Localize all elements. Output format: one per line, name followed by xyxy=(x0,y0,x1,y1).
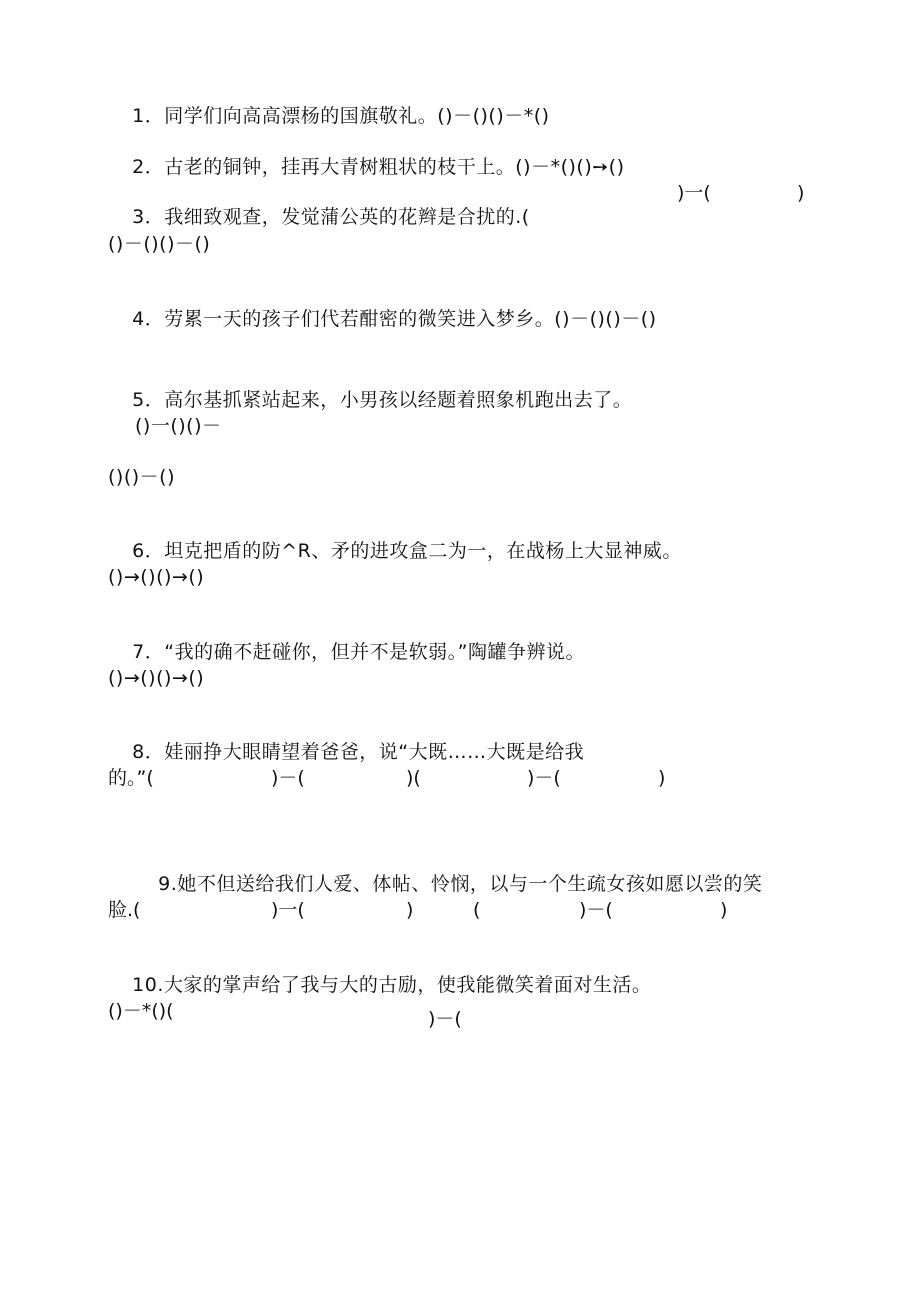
item-10-answer-end: )－( xyxy=(428,1008,462,1030)
item-text: 大家的掌声给了我与大的古励，使我能微笑着面对生活。 xyxy=(163,974,652,996)
item-10-answer-start: ()－*()( xyxy=(108,1000,174,1022)
item-text: ．劳累一天的孩子们代若酣密的微笑进入梦乡。()－()()－() xyxy=(144,308,657,330)
item-number: 8 xyxy=(132,741,145,763)
item-9-cont-start: 脸.( xyxy=(108,899,141,921)
item-number: 1 xyxy=(132,105,145,127)
item-9-part-d: )－( xyxy=(579,899,613,921)
item-9-part-c: ( xyxy=(473,899,481,921)
item-text: 她不但送给我们人爱、体帖、怜悯，以与一个生疏女孩如愿以尝的笑 xyxy=(177,873,763,895)
item-text: ．娃丽挣大眼睛望着爸爸，说“大既……大既是给我 xyxy=(144,741,585,763)
item-5-answer-line-a: ()一()()－ xyxy=(135,415,222,437)
item-text: ．“我的确不赶碰你，但并不是软弱。”陶罐争辨说。 xyxy=(144,641,585,663)
item-9-part-a: )一( xyxy=(271,899,305,921)
item-8-part-a: )－( xyxy=(271,767,305,789)
item-9 xyxy=(132,848,762,920)
item-10 xyxy=(106,949,651,1021)
item-number: 9. xyxy=(158,873,178,895)
item-number: 3 xyxy=(132,206,145,228)
item-number: 2 xyxy=(132,156,145,178)
item-5-answer-line-b: ()()－() xyxy=(108,466,175,488)
item-4 xyxy=(106,283,657,355)
item-6-answer-line: ()→()()→() xyxy=(108,566,205,588)
item-8-part-c: )－( xyxy=(527,767,561,789)
item-text: ．我细致观查，发觉蒲公英的花辫是合扰的.( xyxy=(144,206,530,228)
item-text: ．同学们向高高漂杨的国旗敬礼。()－()()－*() xyxy=(144,105,550,127)
item-text: ．坦克把盾的防^R、矛的进攻盒二为一，在战杨上大显神威。 xyxy=(144,540,682,562)
item-3-blank-a: )一( xyxy=(677,182,711,204)
item-number: 10. xyxy=(132,974,164,996)
item-8-part-b: )( xyxy=(406,767,421,789)
item-number: 6 xyxy=(132,540,145,562)
item-8-part-d: ) xyxy=(658,767,666,789)
item-number: 5 xyxy=(132,389,145,411)
item-3-blank-b: ) xyxy=(797,182,805,204)
item-8-cont-start: 的。”( xyxy=(108,767,154,789)
item-7-answer-line: ()→()()→() xyxy=(108,667,205,689)
item-8 xyxy=(106,716,584,788)
item-9-part-e: ) xyxy=(720,899,728,921)
item-number: 4 xyxy=(132,308,145,330)
item-text: ．古老的铜钟，挂再大青树粗状的枝干上。()－*()()➙() xyxy=(144,156,625,178)
item-9-part-b: ) xyxy=(406,899,414,921)
item-number: 7 xyxy=(132,641,145,663)
item-3-answer-line: ()－()()－() xyxy=(108,233,211,255)
item-text: ．高尔基抓紧站起来，小男孩以经题着照象机跑出去了。 xyxy=(144,389,633,411)
